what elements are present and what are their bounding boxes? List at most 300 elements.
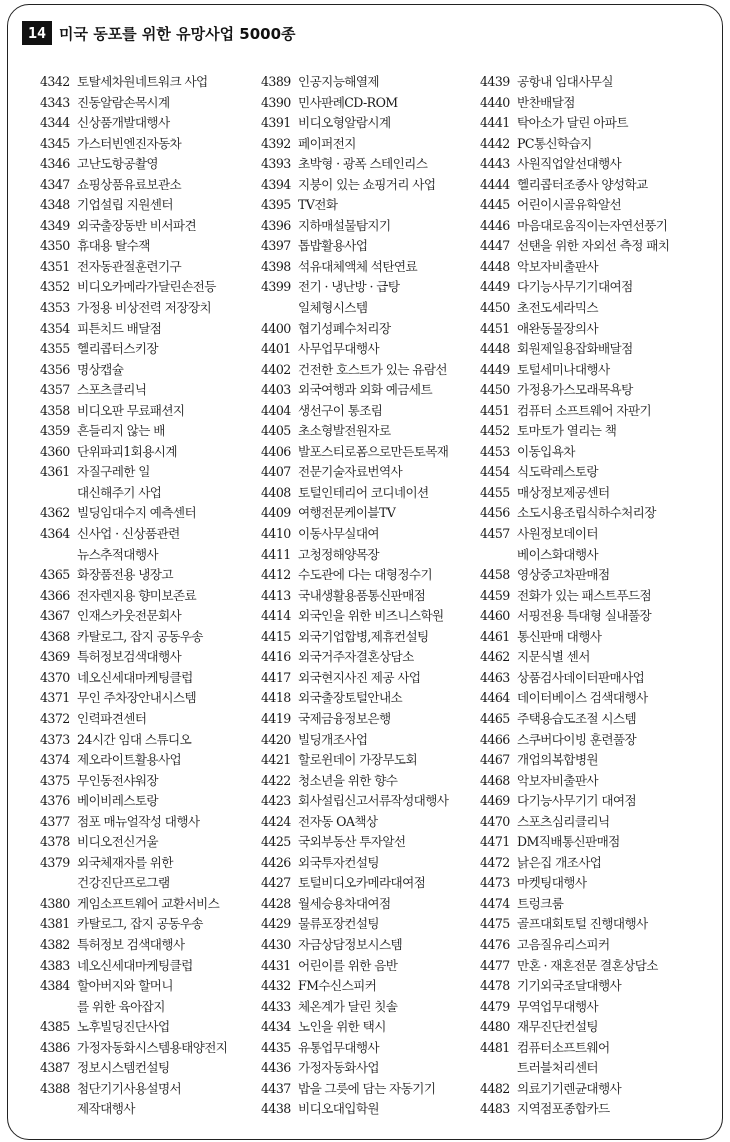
list-column-2 [261,72,481,1120]
item-text: PC통신학습지 [517,135,592,151]
item-number: 4477 [480,957,510,973]
list-item [480,216,710,237]
item-number: 4373 [40,731,70,747]
list-item [40,134,260,155]
list-item [480,935,710,956]
item-text: 의료기기렌균대행사 [517,1080,622,1096]
item-text: TV전화 [298,197,338,213]
item-text: 무인 주차장안내시스템 [77,690,197,706]
item-text: 피튼치드 배달점 [77,320,162,336]
item-text: 카탈로그, 잡지 공동우송 [77,628,203,644]
item-number: 4361 [40,464,70,480]
item-number: 4448 [480,258,510,274]
item-number: 4401 [261,341,291,357]
item-number: 4377 [40,813,70,829]
item-number: 4422 [261,772,291,788]
item-number: 4350 [40,238,70,254]
list-item [261,339,481,360]
list-item [480,360,710,381]
item-number: 4466 [480,731,510,747]
list-item [480,503,710,524]
item-number: 4449 [480,361,510,377]
list-item [480,1038,710,1059]
item-number: 4474 [480,895,510,911]
list-item [40,586,260,607]
list-item [480,688,710,709]
item-number: 4347 [40,176,70,192]
item-number: 4345 [40,135,70,151]
list-item [480,791,710,812]
item-number: 4378 [40,834,70,850]
list-item [480,709,710,730]
list-item [40,647,260,668]
item-number: 4452 [480,423,510,439]
item-number: 4374 [40,752,70,768]
list-item-continuation [40,873,260,894]
item-number: 4430 [261,936,291,952]
list-item [261,976,481,997]
item-number: 4385 [40,1019,70,1035]
item-number: 4387 [40,1060,70,1076]
item-text: 가정자동화시스템용태양전지 [77,1039,228,1055]
item-text: 여행전문케이블TV [298,505,396,521]
item-number: 4416 [261,649,291,665]
list-item-continuation [480,1058,710,1079]
item-text: 토털세미나대행사 [517,361,610,377]
item-text: 스쿠버다이빙 훈련풀장 [517,731,637,747]
list-item [480,236,710,257]
item-number: 4455 [480,484,510,500]
list-item [40,401,260,422]
list-item [261,750,481,771]
item-number: 4371 [40,690,70,706]
item-text: 밥을 그릇에 담는 자동기기 [298,1080,436,1096]
item-number: 4351 [40,258,70,274]
item-text: 고청정해양목장 [298,546,379,562]
list-item [40,688,260,709]
list-item [40,113,260,134]
list-item [40,832,260,853]
list-item [261,1038,481,1059]
item-text: 노후빌딩진단사업 [77,1019,170,1035]
item-number: 4450 [480,300,510,316]
item-text: 무인동전샤워장 [77,772,158,788]
item-number: 4450 [480,382,510,398]
item-text: 트러블처리센터 [517,1060,598,1076]
item-text: 24시간 임대 스튜디오 [77,731,192,747]
item-number: 4354 [40,320,70,336]
item-number: 4389 [261,74,291,89]
list-item [261,791,481,812]
item-text: 전자렌지용 향미보존료 [77,587,197,603]
item-number: 4396 [261,217,291,233]
list-item-continuation [261,298,481,319]
item-number: 4342 [40,74,70,89]
list-item [40,380,260,401]
item-number: 4432 [261,978,291,994]
item-text: 가정용 비상전력 저장장치 [77,300,212,316]
item-number: 4426 [261,854,291,870]
list-item [261,503,481,524]
item-number: 4395 [261,197,291,213]
item-text: 휴대용 탈수잭 [77,238,150,254]
list-item [261,524,481,545]
item-text: 토탈세차원네트워크 사업 [77,74,208,89]
item-text: 헬리콥터조종사 양성학교 [517,176,648,192]
item-text: 어린이를 위한 음반 [298,957,398,973]
list-item [480,1099,710,1120]
item-number: 4394 [261,176,291,192]
item-number: 4376 [40,793,70,809]
list-item [261,812,481,833]
item-text: 사무업무대행사 [298,341,379,357]
item-number: 4408 [261,484,291,500]
list-item [261,195,481,216]
item-number: 4356 [40,361,70,377]
item-text: 골프대회토털 진행대행사 [517,916,648,932]
item-text: 전기 · 냉난방 · 급탕 [298,279,400,295]
list-item [480,134,710,155]
item-text: 할아버지와 할머니 [77,978,173,994]
item-number: 4372 [40,710,70,726]
item-text: 전화가 있는 패스트푸드점 [517,587,652,603]
item-number: 4384 [40,978,70,994]
item-number: 4380 [40,895,70,911]
item-number: 4369 [40,649,70,665]
list-item [40,195,260,216]
item-text: 페이퍼전지 [298,135,356,151]
item-number: 4382 [40,936,70,952]
list-item [480,873,710,894]
list-item [261,401,481,422]
item-number: 4393 [261,156,291,172]
list-item [40,257,260,278]
item-number: 4353 [40,300,70,316]
list-item [261,1017,481,1038]
list-item [480,72,710,93]
list-item [40,853,260,874]
item-text: 건강진단프로그램 [77,875,170,891]
list-item [261,277,481,298]
item-number: 4364 [40,526,70,542]
list-item [40,606,260,627]
list-item [261,709,481,730]
list-item [40,956,260,977]
item-text: 비디오대입학원 [298,1101,379,1117]
item-text: 초박형 · 광폭 스테인리스 [298,156,428,172]
item-text: 초전도세라믹스 [517,300,598,316]
item-number: 4383 [40,957,70,973]
item-text: 기기외국조달대행사 [517,978,622,994]
list-item [261,894,481,915]
item-number: 4469 [480,793,510,809]
list-item [480,750,710,771]
item-text: 상품검사데이터판매사업 [517,669,645,685]
item-text: 비디오전신거울 [77,834,158,850]
item-text: 노인을 위한 택시 [298,1019,386,1035]
item-text: 고음질유리스피커 [517,936,610,952]
list-item [261,1099,481,1120]
list-item [40,421,260,442]
list-item [261,216,481,237]
list-item [40,524,260,545]
item-text: 기업설립 지원센터 [77,197,173,213]
item-number: 4392 [261,135,291,151]
item-text: 다기능사무기기대여점 [517,279,633,295]
item-text: 외국현지사진 제공 사업 [298,669,421,685]
list-item [480,606,710,627]
item-number: 4458 [480,567,510,583]
item-text: 국제금융정보은행 [298,710,391,726]
item-text: 가정자동화사업 [298,1060,379,1076]
item-text: 헬리콥터스키장 [77,341,158,357]
list-item [40,709,260,730]
item-text: 석유대체액체 석탄연료 [298,258,418,274]
item-text: 인재스카웃전문회사 [77,608,182,624]
item-number: 4468 [480,772,510,788]
item-number: 4365 [40,567,70,583]
list-item [40,1017,260,1038]
item-text: 외국인을 위한 비즈니스학원 [298,608,444,624]
item-text: 수도관에 다는 대형정수기 [298,567,433,583]
list-item [261,134,481,155]
item-number: 4467 [480,752,510,768]
list-item [261,1058,481,1079]
item-number: 4424 [261,813,291,829]
list-column-3 [480,72,710,1120]
item-number: 4472 [480,854,510,870]
item-text: 단위파괴1회용시계 [77,443,177,459]
list-item [480,298,710,319]
item-text: 지문식별 센서 [517,649,590,665]
item-text: 이동입욕차 [517,443,575,459]
list-item [480,483,710,504]
item-number: 4417 [261,669,291,685]
list-item [261,606,481,627]
item-number: 4411 [261,546,291,562]
item-number: 4420 [261,731,291,747]
item-number: 4475 [480,916,510,932]
item-text: 이동사무실대여 [298,526,379,542]
item-number: 4438 [261,1101,291,1117]
item-text: 비디오판 무료패션지 [77,402,185,418]
item-number: 4428 [261,895,291,911]
item-number: 4409 [261,505,291,521]
item-number: 4357 [40,382,70,398]
item-number: 4421 [261,752,291,768]
item-text: 유통업무대행사 [298,1039,379,1055]
item-text: 영상중고차판매점 [517,567,610,583]
item-number: 4415 [261,628,291,644]
item-text: 할로윈데이 가장무도회 [298,752,418,768]
list-item [40,935,260,956]
item-number: 4465 [480,710,510,726]
list-item [40,72,260,93]
item-text: 사원정보데이터 [517,526,598,542]
item-text: 첨단기기사용설명서 [77,1080,182,1096]
item-number: 4433 [261,998,291,1014]
item-number: 4388 [40,1080,70,1096]
list-item [261,873,481,894]
item-text: 화장품전용 냉장고 [77,567,173,583]
list-item [480,277,710,298]
list-item [40,277,260,298]
item-number: 4478 [480,978,510,994]
item-number: 4346 [40,156,70,172]
item-number: 4400 [261,320,291,336]
item-number: 4405 [261,423,291,439]
item-text: 국내생활용품통신판매점 [298,587,426,603]
item-text: 회원제일용잡화배달점 [517,341,633,357]
item-text: 사원직업알선대행사 [517,156,622,172]
item-text: 식도락레스토랑 [517,464,598,480]
list-item [261,175,481,196]
item-text: 발포스티로폼으로만든토목재 [298,443,449,459]
item-text: 협기성폐수처리장 [298,320,391,336]
item-number: 4366 [40,587,70,603]
list-item [261,627,481,648]
item-text: 선탠을 위한 자외선 측정 패치 [517,238,670,254]
item-number: 4404 [261,402,291,418]
list-item [261,236,481,257]
item-text: 물류포장컨설팅 [298,916,379,932]
list-item [261,914,481,935]
item-number: 4436 [261,1060,291,1076]
list-item [480,956,710,977]
list-item [480,668,710,689]
item-number: 4434 [261,1019,291,1035]
item-number: 4462 [480,649,510,665]
list-item [261,113,481,134]
item-number: 4447 [480,238,510,254]
item-number: 4439 [480,74,510,89]
item-text: 게임소프트웨어 교환서비스 [77,895,220,911]
item-text: 반찬배달점 [517,94,575,110]
item-text: 지하매설물탐지기 [298,217,391,233]
item-number: 4431 [261,957,291,973]
item-number: 4435 [261,1039,291,1055]
item-text: 빌딩임대수지 예측센터 [77,505,197,521]
item-text: 통신판매 대행사 [517,628,602,644]
item-number: 4480 [480,1019,510,1035]
list-item [480,853,710,874]
item-number: 4456 [480,505,510,521]
list-item [40,771,260,792]
item-number: 4473 [480,875,510,891]
item-text: 외국투자컨설팅 [298,854,379,870]
item-number: 4451 [480,320,510,336]
list-item [40,298,260,319]
item-text: 스포츠클리닉 [77,382,147,398]
item-number: 4358 [40,402,70,418]
list-item [480,421,710,442]
list-item [40,1038,260,1059]
item-text: 외국기업합병,제휴컨설팅 [298,628,429,644]
item-number: 4453 [480,443,510,459]
list-item [480,894,710,915]
item-text: 가스터빈엔진자동차 [77,135,182,151]
item-number: 4390 [261,94,291,110]
item-text: 베이스화대행사 [517,546,598,562]
item-text: 데이터베이스 검색대행사 [517,690,648,706]
list-item [261,93,481,114]
item-number: 4399 [261,279,291,295]
list-item [261,462,481,483]
list-item [261,257,481,278]
list-item [40,914,260,935]
item-text: 애완동물장의사 [517,320,598,336]
list-item [261,853,481,874]
list-item [261,832,481,853]
list-item [261,688,481,709]
item-text: 전자동관절훈련기구 [77,258,182,274]
item-number: 4391 [261,115,291,131]
item-number: 4444 [480,176,510,192]
list-item [261,935,481,956]
item-text: 를 위한 육아잡지 [77,998,165,1014]
item-number: 4449 [480,279,510,295]
item-text: 자금상담정보시스템 [298,936,403,952]
list-item [40,894,260,915]
item-text: 카탈로그, 잡지 공동우송 [77,916,203,932]
item-number: 4379 [40,854,70,870]
item-text: 인력파견센터 [77,710,147,726]
item-number: 4412 [261,567,291,583]
item-number: 4479 [480,998,510,1014]
item-text: 마켓팅대행사 [517,875,587,891]
item-text: 신상품개발대행사 [77,115,170,131]
item-text: 흔들리지 않는 배 [77,423,165,439]
list-item [40,730,260,751]
item-number: 4368 [40,628,70,644]
list-item [261,421,481,442]
list-item [261,360,481,381]
list-item [261,545,481,566]
list-item [40,812,260,833]
list-item [261,319,481,340]
list-item [480,976,710,997]
list-item [40,216,260,237]
page-number-badge: 14 [22,21,52,45]
list-item [480,812,710,833]
list-item [480,175,710,196]
list-item [40,360,260,381]
item-text: 베이비레스토랑 [77,793,158,809]
item-number: 4481 [480,1039,510,1055]
item-number: 4348 [40,197,70,213]
item-number: 4445 [480,197,510,213]
item-text: 재무진단컨설팅 [517,1019,598,1035]
item-text: 만혼 · 재혼전문 결혼상담소 [517,957,658,973]
list-item [480,997,710,1018]
item-number: 4352 [40,279,70,295]
item-number: 4410 [261,526,291,542]
item-number: 4483 [480,1101,510,1117]
list-item [40,154,260,175]
item-text: 공항내 임대사무실 [517,74,613,89]
list-item [480,1079,710,1100]
item-text: 국외부동산 투자알선 [298,834,406,850]
list-item [261,380,481,401]
item-text: 회사설립신고서류작성대행사 [298,793,449,809]
item-text: FM수신스피커 [298,978,377,994]
item-text: 토털비디오카메라대여점 [298,875,426,891]
list-item [480,93,710,114]
item-text: 고난도항공촬영 [77,156,158,172]
list-item [480,195,710,216]
item-text: 전자동 OA책상 [298,813,378,829]
item-text: 민사판례CD-ROM [298,94,398,110]
